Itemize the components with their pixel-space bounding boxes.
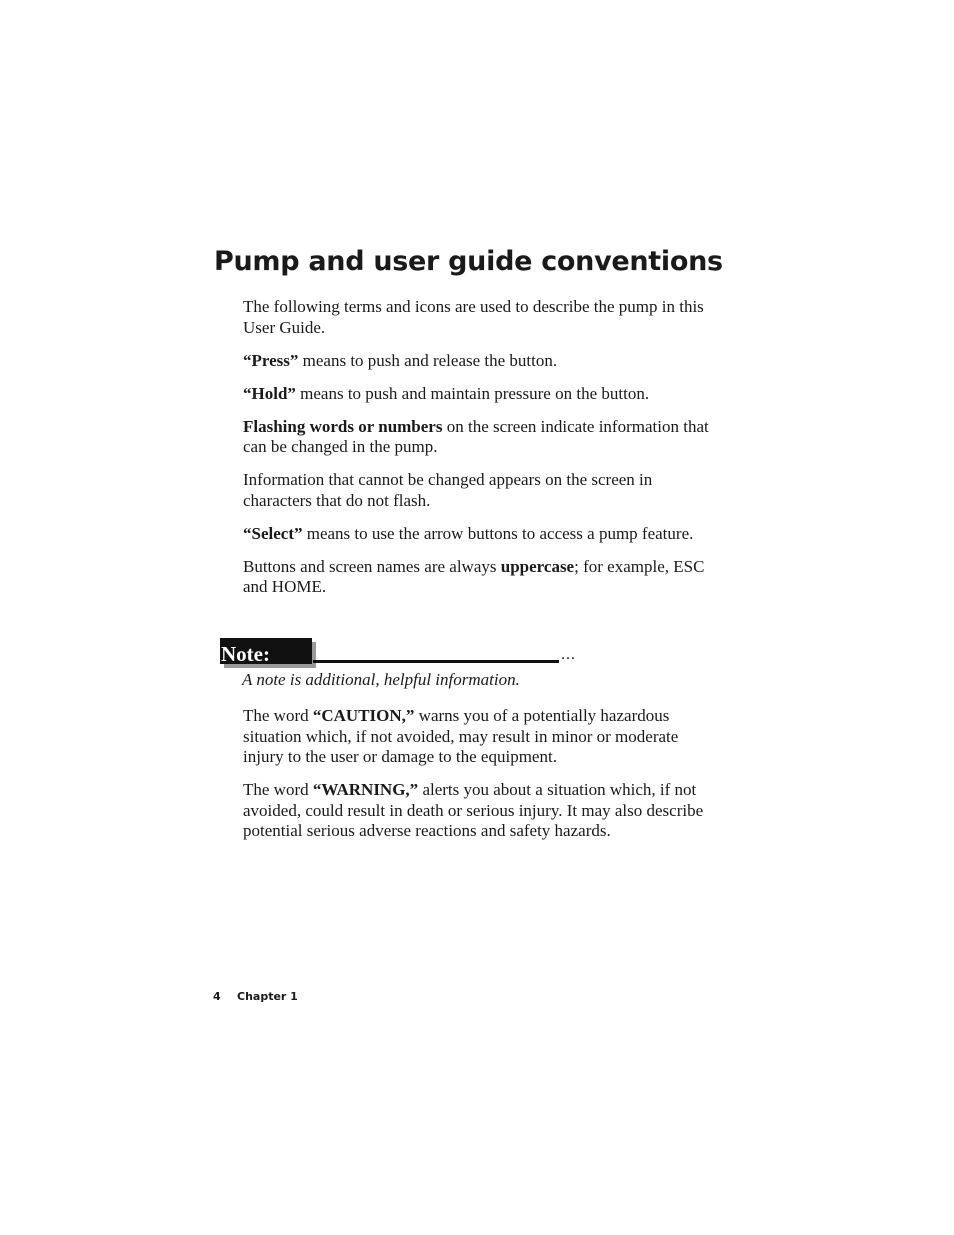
caution-term: “CAUTION,”: [312, 706, 415, 725]
caution-after: warns you of a potentially hazardous situation which, if not avoided, may result in minor or moderate injury to the user or damage to the equipment.: [243, 706, 679, 766]
note-text: A note is additional, helpful information.: [242, 670, 520, 689]
hold-definition: [243, 384, 718, 405]
intro-paragraph: The following terms and icons are used to describe the pump in this User Guide.: [243, 297, 704, 337]
note-label: Note:: [220, 638, 312, 664]
uppercase-after: ; for example, ESC and HOME.: [243, 556, 705, 596]
page-number: 4: [213, 990, 221, 1003]
signal-words: [243, 706, 718, 854]
caution-definition: [243, 706, 718, 768]
info-paragraph: Information that cannot be changed appears on the screen in characters that do not flash.: [243, 470, 653, 510]
select-definition: [243, 524, 718, 545]
caution-before: The word: [243, 706, 313, 725]
page-title: Pump and user guide conventions: [214, 246, 723, 277]
note-ellipsis: ...: [561, 646, 576, 663]
flashing-definition: [243, 417, 718, 458]
flashing-term: Flashing words or numbers: [243, 416, 443, 436]
press-term: “Press”: [243, 350, 299, 370]
uppercase-before: Buttons and screen names are always: [243, 556, 501, 576]
select-text: means to use the arrow buttons to access a pump feature.: [302, 523, 694, 543]
note-heading: [220, 638, 580, 668]
hold-term: “Hold”: [243, 383, 296, 403]
page-footer: [213, 989, 298, 1005]
uppercase-definition: [243, 557, 718, 598]
press-definition: [243, 351, 718, 372]
press-text: means to push and release the button.: [298, 350, 558, 370]
hold-text: means to push and maintain pressure on the button.: [295, 383, 650, 403]
chapter-label: Chapter 1: [237, 990, 298, 1003]
note-rule: [313, 660, 559, 663]
flashing-text: on the screen indicate information that can be changed in the pump.: [243, 416, 709, 456]
uppercase-term: uppercase: [500, 556, 575, 576]
conventions-list: [243, 297, 718, 610]
select-term: “Select”: [243, 523, 303, 543]
warning-term: “WARNING,”: [312, 780, 419, 799]
warning-after: alerts you about a situation which, if not avoided, could result in death or serious injury. It may also describe potential serious adverse reactions and safety hazards.: [243, 780, 704, 840]
warning-definition: [243, 780, 718, 842]
warning-before: The word: [243, 780, 313, 799]
